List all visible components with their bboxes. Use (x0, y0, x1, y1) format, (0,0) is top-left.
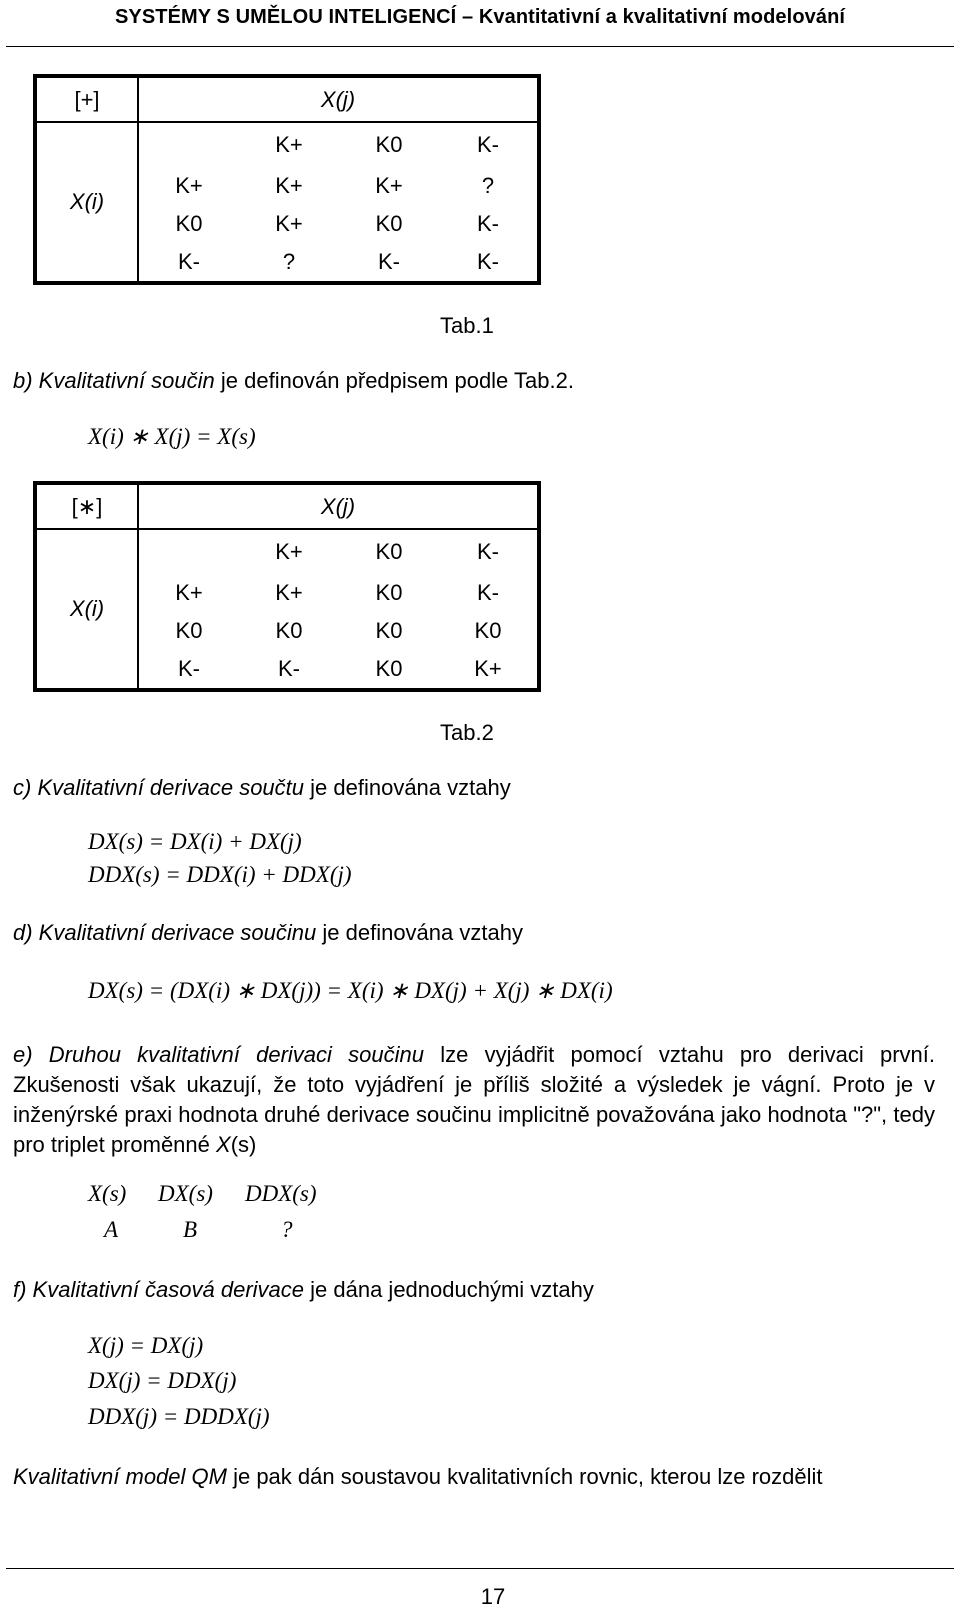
triplet-header-ddxs: DDX(s) (245, 1181, 317, 1206)
table2-cell: K- (278, 656, 300, 681)
table2-cell: K- (477, 580, 499, 605)
section-f-rest: je dána jednoduchými vztahy (304, 1277, 594, 1302)
section-f-formula-3: DDX(j) = DDDX(j) (88, 1404, 270, 1429)
table1-row-head: K- (178, 249, 200, 274)
triplet-value-a: A (104, 1217, 119, 1242)
table1-cell: K- (378, 249, 400, 274)
table1-cell: K0 (375, 211, 403, 236)
section-f-formula-1: X(j) = DX(j) (88, 1333, 204, 1358)
closing-rest: je pak dán soustavou kvalitativních rovnic, kterou lze rozdělit (226, 1464, 823, 1489)
page-number: 17 (480, 1584, 506, 1609)
multiplication-table (33, 481, 541, 692)
table2-cell: K+ (474, 656, 502, 681)
closing-text (13, 1462, 823, 1492)
table1-col-label: X(j) (138, 76, 539, 122)
table2-row-head: K- (178, 656, 200, 681)
table2-caption: Tab.2 (440, 720, 494, 745)
table2-col-head: K- (477, 539, 499, 564)
header-divider (6, 46, 954, 47)
table1-col-head: K0 (375, 132, 403, 157)
addition-table (33, 74, 541, 285)
section-d-label: d) Kvalitativní derivace součinu (13, 920, 317, 945)
section-d-text (13, 918, 523, 948)
table1-cell: ? (282, 249, 296, 274)
section-c-rest: je definována vztahy (304, 775, 511, 800)
section-c-text (13, 773, 511, 803)
table2-col-head: K0 (375, 539, 403, 564)
table2-row-label: X(i) (35, 529, 138, 690)
section-d-formula: DX(s) = (DX(i) ∗ DX(j)) = X(i) ∗ DX(j) + X(j) ∗ DX(i) (88, 978, 613, 1003)
triplet-value-b: B (183, 1217, 198, 1242)
table1-row-head: K0 (175, 211, 203, 236)
table1-row-label: X(i) (35, 122, 138, 283)
table2-cell: K0 (375, 580, 403, 605)
table1-cell: ? (481, 173, 495, 198)
table2-cell: K0 (375, 618, 403, 643)
section-c-label: c) Kvalitativní derivace součtu (13, 775, 305, 800)
section-c-formula-1: DX(s) = DX(i) + DX(j) (88, 829, 302, 854)
table1-cell: K- (477, 249, 499, 274)
triplet-value-unknown: ? (281, 1217, 293, 1242)
table2-cell: K0 (474, 618, 502, 643)
section-b-label: b) Kvalitativní součin (13, 368, 215, 393)
section-e-text (13, 1040, 935, 1160)
table1-col-head: K- (477, 132, 499, 157)
table1-cell: K+ (375, 173, 403, 198)
section-d-rest: je definována vztahy (316, 920, 523, 945)
table2-cell: K0 (375, 656, 403, 681)
section-e-text-2: (s) (230, 1132, 257, 1157)
section-e-var: X (216, 1132, 231, 1157)
table1-row-head: K+ (175, 173, 203, 198)
table2-row-head: K0 (175, 618, 203, 643)
table2-col-head: K+ (275, 539, 303, 564)
section-b-text (13, 366, 574, 396)
section-f-label: f) Kvalitativní časová derivace (13, 1277, 305, 1302)
footer-divider (6, 1568, 954, 1569)
table1-cell: K+ (275, 211, 303, 236)
triplet-header-dxs: DX(s) (158, 1181, 213, 1206)
table2-row-head: K+ (175, 580, 203, 605)
table1-cell: K- (477, 211, 499, 236)
closing-label: Kvalitativní model QM (13, 1464, 227, 1489)
section-b-rest: je definován předpisem podle Tab.2. (214, 368, 574, 393)
running-header: SYSTÉMY S UMĚLOU INTELIGENCÍ – Kvantitativní a kvalitativní modelování (114, 6, 846, 28)
section-b-formula: X(i) ∗ X(j) = X(s) (88, 424, 256, 449)
triplet-header-xs: X(s) (88, 1181, 127, 1206)
table1-col-head: K+ (275, 132, 303, 157)
section-f-formula-2: DX(j) = DDX(j) (88, 1368, 237, 1393)
section-c-formula-2: DDX(s) = DDX(i) + DDX(j) (88, 862, 352, 887)
section-f-text (13, 1275, 594, 1305)
table2-cell: K+ (275, 580, 303, 605)
table1-cell: K+ (275, 173, 303, 198)
section-e-label: e) Druhou kvalitativní derivaci součinu (13, 1042, 424, 1067)
table2-cell: K0 (275, 618, 303, 643)
section-e-text-1: lze vyjádřit pomocí vztahu pro derivaci první. Zkušenosti však ukazují, že toto vyjádření je příliš složité a výsledek je vágní. Proto je v inženýrské praxi hodnota druhé derivace součinu implicitně považována jako hodnota "?", tedy pro triplet proměnné (13, 1042, 935, 1157)
table1-operator: [+] (35, 76, 138, 122)
table2-operator: [∗] (35, 483, 138, 529)
table1-caption: Tab.1 (440, 313, 494, 338)
table2-col-label: X(j) (138, 483, 539, 529)
